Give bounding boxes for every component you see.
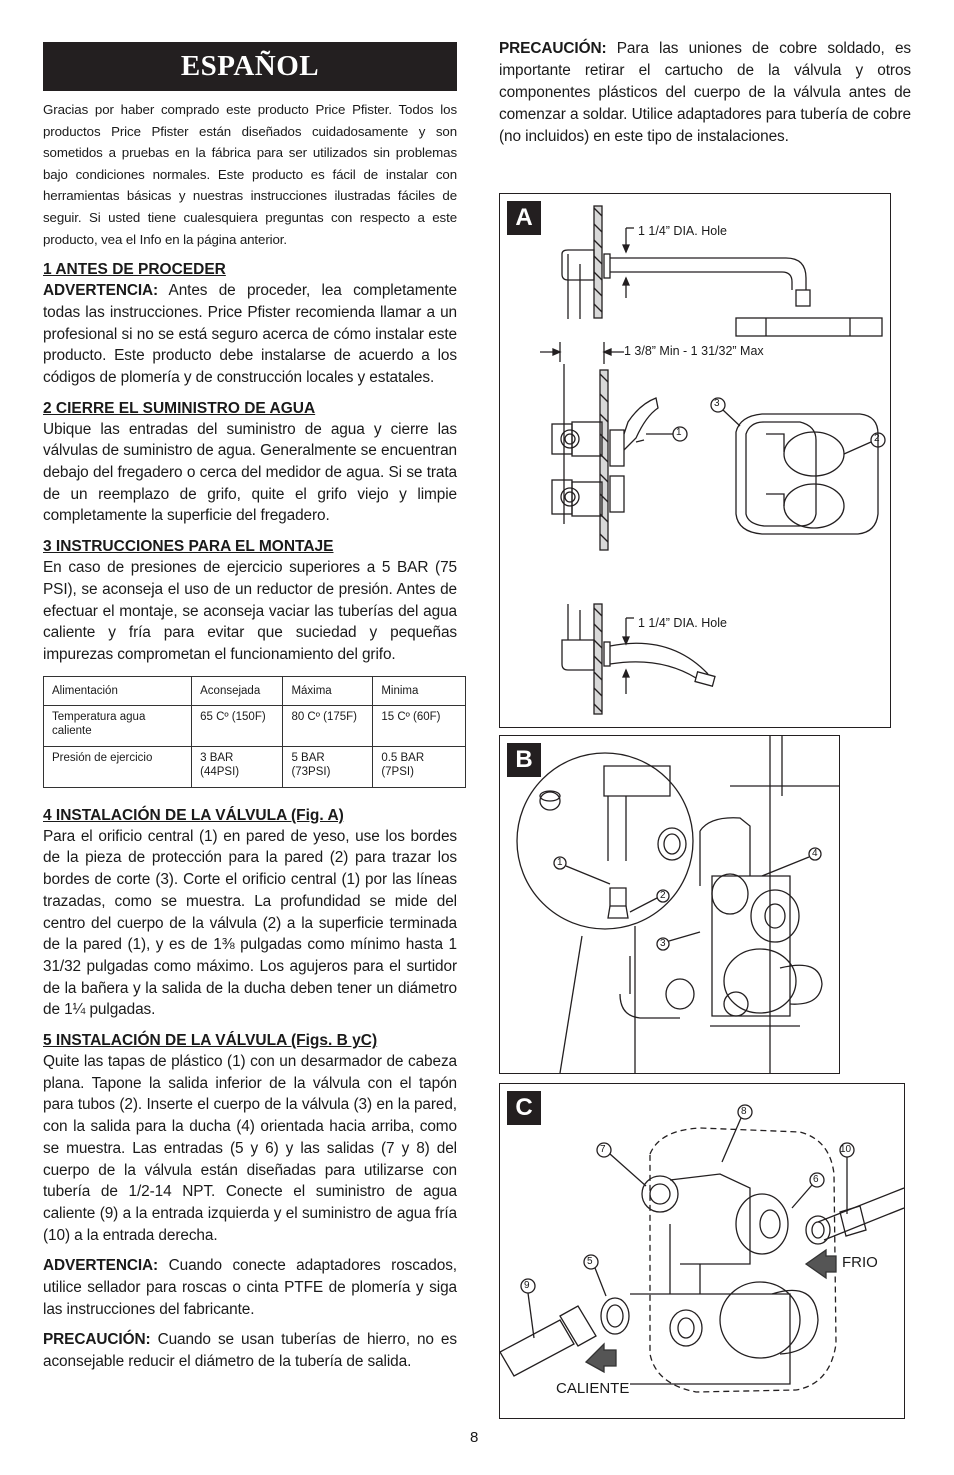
hole-dimension-bottom: 1 1/4” DIA. Hole [638,616,727,630]
table-cell: Presión de ejercicio [44,746,192,787]
callout-3: 3 [714,398,720,409]
figure-b-drawing [500,736,839,1073]
section-5-body: Quite las tapas de plástico (1) con un desarmador de cabeza plana. Tapone la salida inferior de la válvula con el tapón para tubos (2). Inserte el cuerpo de la válvula (3) en la pared, con la salida para la ducha (4) orientada hacia arriba, como se muestra. Las entradas (5 y 6) y las salidas (7 y 8) del cuerpo de la válvula están diseñadas para utilizarse con tubería de 1/2-14 NPT. Conecte el suministro de agua caliente (9) a la entrada izquierda y el suministro de agua fría (10) a la entrada derecha. [43,1053,457,1244]
section-1-body [43,280,457,389]
section-3-body: En caso de presiones de ejercicio superiores a 5 BAR (75 PSI), se aconseja el uso de un reductor de presión. Antes de efectuar el montaje, se aconseja vaciar las tuberías del agua caliente y fría para evitar que suciedad y pequeñas impurezas comprometan el funcionamiento del grifo. [43,559,457,663]
figure-c-drawing [500,1084,904,1418]
caution-text: Para las uniones de cobre soldado, es importante retirar el cartucho de la válvula y otros componentes plásticos del cuerpo de la válvula antes de comenzar a soldar. Utilice adaptadores para tubería de cobre (no incluidos) en este tipo de instalaciones. [499,40,911,145]
page-number: 8 [470,1429,479,1446]
page-title: ESPAÑOL [43,42,457,91]
callout-10: 10 [840,1144,852,1155]
figure-c-label: C [507,1091,541,1125]
warning-paragraph [43,1255,457,1320]
table-row [44,746,466,787]
callout-5: 5 [587,1256,593,1267]
callout-2: 2 [660,890,666,901]
caution-top-paragraph [499,38,911,148]
caution-lead: PRECAUCIÓN: [43,1331,151,1349]
caution-lead: PRECAUCIÓN: [499,40,607,57]
warning-text: Cuando conecte adaptadores roscados, utilice sellador para roscas o cinta PTFE de plomería y siga las instrucciones del fabricante. [43,1257,457,1318]
section-5-heading: 5 INSTALACIÓN DE LA VÁLVULA (Figs. B yC) [43,1032,378,1050]
section-4-heading: 4 INSTALACIÓN DE LA VÁLVULA (Fig. A) [43,806,344,824]
section-1-heading: 1 ANTES DE PROCEDER [43,261,226,279]
warning-lead: ADVERTENCIA: [43,1257,159,1275]
table-cell: Aconsejada [192,676,283,705]
cold-label: FRIO [842,1254,878,1271]
warning-lead: ADVERTENCIA: [43,282,159,300]
table-cell: Minima [373,676,466,705]
section-4-body: Para el orificio central (1) en pared de yeso, use los bordes de la pieza de protección para la pared (2) para trazar los bordes de corte (3). Corte el orificio central (1) por las líneas trazadas, como se muestra. La profundidad se mide del centro del cuerpo de la válvula (2) a la superficie terminada de la pared (1), y es de 1⅜ pulgadas como mínimo hasta 1 31/32 pulgadas como máximo. Los agujeros para el surtidor de la bañera y la salida de la ducha deben tener un diámetro de 1¼ pulgadas. [43,827,457,1019]
figure-a-drawing [500,194,890,727]
callout-4: 4 [812,848,818,859]
section-2-body: Ubique las entradas del suministro de agua y cierre las válvulas de suministro de agua. Generalmente se encuentran debajo del fregadero o cerca del medidor de agua. Si se trata de un reemplazo de grifo, quite el grifo viejo y limpie completamente la superficie del fregadero. [43,420,457,525]
caution-text: Cuando se usan tuberías de hierro, no es aconsejable reducir el diámetro de la tubería de salida. [43,1331,457,1371]
section-1-text: Antes de proceder, lea completamente todas las instrucciones. Price Pfister recomienda llamar a un profesional si no se está seguro acerca de cómo instalar este producto. Este producto debe instalarse de acuerdo a los códigos de plomería y de construcción locales y estatales. [43,282,457,386]
hot-label: CALIENTE [556,1380,630,1397]
intro-paragraph: Gracias por haber comprado este producto Price Pfister. Todos los productos Price Pfister están diseñados cuidadosamente y son sometidos a pruebas en la fábrica para ser utilizados sin problemas bajo condiciones normales. Este producto es fácil de instalar con herramientas básicas y nuestras instrucciones ilustradas fáciles de seguir. Si usted tiene cualesquiera preguntas con respecto a este producto, vea el Info en la página anterior. [43,102,457,247]
callout-7: 7 [600,1144,606,1155]
table-row [44,676,466,705]
table-row [44,705,466,746]
table-cell: 5 BAR (73PSI) [283,746,373,787]
table-cell: 0.5 BAR (7PSI) [373,746,466,787]
callout-3: 3 [660,938,666,949]
callout-1: 1 [676,427,682,438]
table-cell: Temperatura agua caliente [44,705,192,746]
callout-9: 9 [524,1280,530,1291]
table-cell: Alimentación [44,676,192,705]
table-cell: 3 BAR (44PSI) [192,746,283,787]
callout-6: 6 [813,1174,819,1185]
table-cell: Máxima [283,676,373,705]
callout-2: 2 [874,433,880,444]
right-column [499,38,911,148]
spec-table [43,676,466,788]
section-3-heading: 3 INSTRUCCIONES PARA EL MONTAJE [43,538,334,556]
table-cell: 15 Cº (60F) [373,705,466,746]
hole-dimension-top: 1 1/4” DIA. Hole [638,224,727,238]
figure-a [499,193,891,728]
caution-paragraph [43,1329,457,1372]
figure-a-label: A [507,201,541,235]
left-column [43,42,457,1373]
callout-8: 8 [741,1106,747,1117]
section-2-heading: 2 CIERRE EL SUMINISTRO DE AGUA [43,399,316,417]
table-cell: 80 Cº (175F) [283,705,373,746]
table-cell: 65 Cº (150F) [192,705,283,746]
figure-b [499,735,840,1074]
figure-c [499,1083,905,1419]
callout-1: 1 [557,857,563,868]
depth-dimension: 1 3/8” Min - 1 31/32” Max [624,344,764,358]
figure-b-label: B [507,743,541,777]
